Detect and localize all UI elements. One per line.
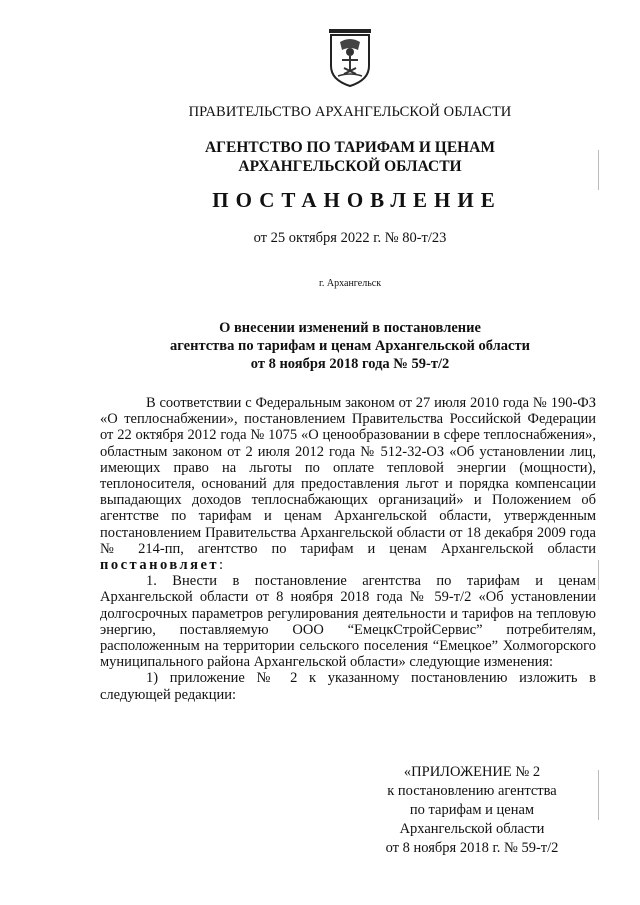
scan-margin-mark [598, 150, 599, 190]
subject-line3: от 8 ноября 2018 года № 59-т/2 [250, 356, 450, 372]
subject-line1: О внесении изменений в постановление [219, 320, 481, 336]
scan-margin-mark [598, 770, 599, 820]
appendix-line3: по тарифам и ценам [409, 802, 535, 818]
appendix-line1: «ПРИЛОЖЕНИЕ № 2 [403, 764, 541, 780]
paragraph-subitem-1: 1) приложение № 2 к указанному постановлению изложить в следующей редакции: [100, 670, 596, 703]
appendix-line5: от 8 ноября 2018 г. № 59-т/2 [385, 840, 559, 856]
city: г. Архангельск [318, 278, 382, 289]
coat-of-arms-icon [328, 28, 372, 88]
government-title: ПРАВИТЕЛЬСТВО АРХАНГЕЛЬСКОЙ ОБЛАСТИ [188, 104, 512, 120]
preamble-end: : [219, 557, 224, 574]
date-number: от 25 октября 2022 г. № 80-т/23 [253, 230, 447, 246]
paragraph-preamble [100, 395, 596, 573]
decree-word: постановляет [100, 557, 220, 574]
appendix-line2: к постановлению агентства [387, 783, 557, 799]
agency-title [0, 138, 640, 176]
document-body [100, 395, 596, 703]
subject-line2: агентства по тарифам и ценам Архангельской области [170, 338, 530, 354]
appendix-block [362, 763, 582, 858]
paragraph-item-1: 1. Внести в постановление агентства по тарифам и ценам Архангельской области от 8 ноября 2018 года № 59-т/2 «Об установлении долгосрочных параметров регулирования деятельности и тарифов на тепловую энергию, поставляемую ООО “ЕмецкСтройСервис” потребителям, расположенным на территории сельского поселения “Емецкое” Холмогорского муниципального района Архангельской области» следующие изменения: [100, 573, 596, 671]
document-type: ПОСТАНОВЛЕНИЕ [212, 188, 502, 212]
scan-margin-mark [598, 560, 599, 590]
appendix-line4: Архангельской области [399, 821, 545, 837]
subject-title [0, 319, 640, 373]
agency-title-line1: АГЕНТСТВО ПО ТАРИФАМ И ЦЕНАМ [204, 139, 496, 156]
agency-title-line2: АРХАНГЕЛЬСКОЙ ОБЛАСТИ [238, 158, 462, 175]
preamble-text: В соответствии с Федеральным законом от 27 июля 2010 года № 190-ФЗ «О теплоснабжении», постановлением Правительства Российской Федерации от 22 октября 2012 года № 1075 «О ценообразовании в сфере теплоснабжения», областным законом от 2 июля 2012 года № 512-32-ОЗ «Об установлении лиц, имеющих право на льготы по оплате тепловой энергии (мощности), теплоносителя, оснований для предоставления льгот и порядка компенсации выпадающих доходов теплоснабжающих организаций» и Положением об агентстве по тарифам и ценам Архангельской области, утвержденным постановлением Правительства Архангельской области от 18 декабря 2009 года № 214-пп, агентство по тарифам и ценам Архангельской области [100, 395, 596, 557]
